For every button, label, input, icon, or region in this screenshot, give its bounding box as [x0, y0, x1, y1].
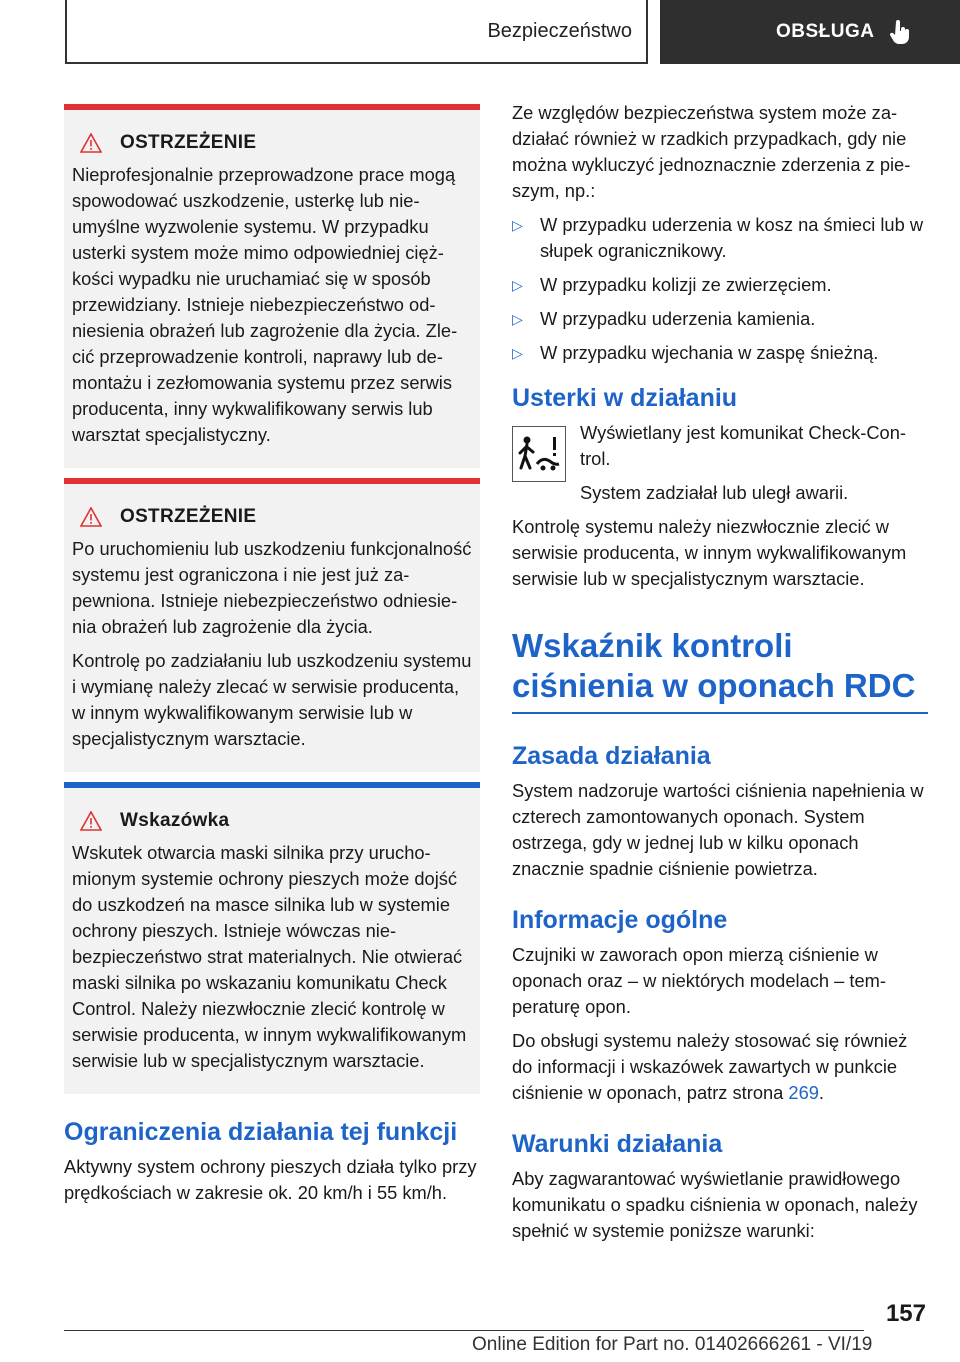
body-paragraph: Kontrolę systemu należy niezwłocznie zlecić w serwisie producenta, w innym wykwalifikowanym serwisie lub w specjalistycznym warsztacie. — [512, 516, 907, 589]
warning-title — [80, 506, 472, 528]
note-text: Wskutek otwarcia maski silnika przy uruchomionym systemie ochrony pieszych może dojść do uszkodzeń na masce silnika lub w systemie ochrony pieszych. Istnieje wówczas niebezpieczeństwo strat materialnych. Nie otwierać maski silnika po wskazaniu komunikatu Check Control. Należy niezwłocznie zlecić kontrolę w serwisie producenta, w innym wykwalifikowanym serwisie lub w specjalistycznym warsztacie. — [72, 842, 467, 1071]
left-column — [64, 104, 480, 1214]
body-paragraph: System nadzoruje wartości ciśnienia napełnienia w czterech zamontowanych oponach. System ostrzega, gdy w jednej lub w kilku oponach znacznie spadnie ciśnienie powietrza. — [512, 780, 924, 879]
warning-triangle-icon — [80, 133, 102, 153]
section-heading: Ograniczenia działania tej funkcji — [64, 1118, 458, 1146]
check-control-message — [512, 420, 928, 514]
warning-title-text: OSTRZEŻENIE — [120, 132, 257, 153]
section-heading: Warunki działania — [512, 1130, 723, 1158]
triangle-bullet-icon: ▷ — [512, 345, 523, 361]
chapter-heading: Wskaźnik kontroli ciśnienia w oponach RDC — [512, 627, 916, 704]
triangle-bullet-icon: ▷ — [512, 217, 523, 233]
footer-divider — [64, 1330, 864, 1331]
right-column — [512, 100, 928, 1252]
warning-paragraph: Po uruchomieniu lub uszkodzeniu funkcjonalność systemu jest ograniczona i nie jest już zapewniona. Istnieje niebezpieczeństwo odniesienia obrażeń lub zagrożenie dla życia. — [72, 538, 472, 637]
page-link[interactable]: 269 — [788, 1082, 819, 1103]
triangle-bullet-icon: ▷ — [512, 311, 523, 327]
warning-triangle-icon — [80, 507, 102, 527]
warning-paragraph: Kontrolę po zadziałaniu lub uszkodzeniu systemu i wymianę należy zlecać w serwisie producenta, w innym wykwalifikowanym serwisie lub w specjalistycznym warsztacie. — [72, 650, 472, 749]
list-item: ▷ W przypadku wjechania w zaspę śnieżną. — [512, 340, 928, 366]
body-paragraph: Aby zagwarantować wyświetlanie prawidłowego komunikatu o spadku ciśnienia w oponach, należy spełnić w systemie poniższe warunki: — [512, 1168, 918, 1241]
warning-box — [64, 478, 480, 772]
page-number: 157 — [885, 1300, 926, 1327]
list-item: ▷ W przypadku kolizji ze zwierzęciem. — [512, 272, 928, 298]
list-item: ▷ W przypadku uderzenia kamienia. — [512, 306, 928, 332]
chapter-title: OBSŁUGA — [776, 21, 875, 42]
heading-divider — [512, 712, 928, 714]
section-heading: Zasada działania — [512, 742, 711, 770]
note-title-text: Wskazówka — [120, 810, 230, 831]
body-paragraph: Aktywny system ochrony pieszych działa tylko przy prędkościach w zakresie ok. 20 km/h i 55 km/h. — [64, 1156, 477, 1203]
note-title — [80, 810, 472, 832]
list-item: ▷ W przypadku uderzenia w kosz na śmieci lub w słupek ogranicznikowy. — [512, 214, 924, 261]
warning-triangle-icon — [80, 811, 102, 831]
bullet-list — [512, 212, 928, 366]
message-text: Wyświetlany jest komunikat Check-Control. — [580, 422, 906, 469]
body-paragraph: Czujniki w zaworach opon mierzą ciśnienie w oponach oraz – w niektórych modelach – temperaturę opon. — [512, 944, 886, 1017]
warning-title-text: OSTRZEŻENIE — [120, 506, 257, 527]
section-tab — [65, 0, 648, 64]
section-title: Bezpieczeństwo — [487, 19, 632, 42]
section-heading: Usterki w działaniu — [512, 384, 738, 412]
intro-paragraph: Ze względów bezpieczeństwa system może zadziałać również w rzadkich przypadkach, gdy nie można wykluczyć jednoznacznie zderzenia z pieszym, np.: — [512, 102, 911, 201]
warning-title — [80, 132, 472, 154]
edition-note: Online Edition for Part no. 01402666261 - VI/19 — [472, 1334, 873, 1355]
section-heading: Informacje ogólne — [512, 906, 728, 934]
message-text: System zadziałał lub uległ awarii. — [580, 482, 849, 503]
note-box — [64, 782, 480, 1094]
body-paragraph: Do obsługi systemu należy stosować się również do informacji i wskazówek zawartych w punkcie ciśnienie w oponach, patrz strona 269. — [512, 1030, 908, 1103]
warning-text: Nieprofesjonalnie przeprowadzone prace mogą spowodować uszkodzenie, usterkę lub nieumyślne wyzwolenie systemu. W przypadku usterki system może mimo odpowiedniej ciężkości wypadku nie uruchamiać się w sposób przewidziany. Istnieje niebezpieczeństwo odniesienia obrażeń lub zagrożenie dla życia. Zlecić przeprowadzenie kontroli, naprawy lub demontażu i zezłomowania systemu przez serwis producenta, inny wykwalifikowany serwis lub warsztat specjalistyczny. — [72, 164, 458, 445]
chapter-tab — [660, 0, 960, 64]
pedestrian-warning-icon — [512, 426, 566, 482]
warning-box — [64, 104, 480, 468]
hand-pointer-icon — [889, 20, 911, 44]
triangle-bullet-icon: ▷ — [512, 277, 523, 293]
